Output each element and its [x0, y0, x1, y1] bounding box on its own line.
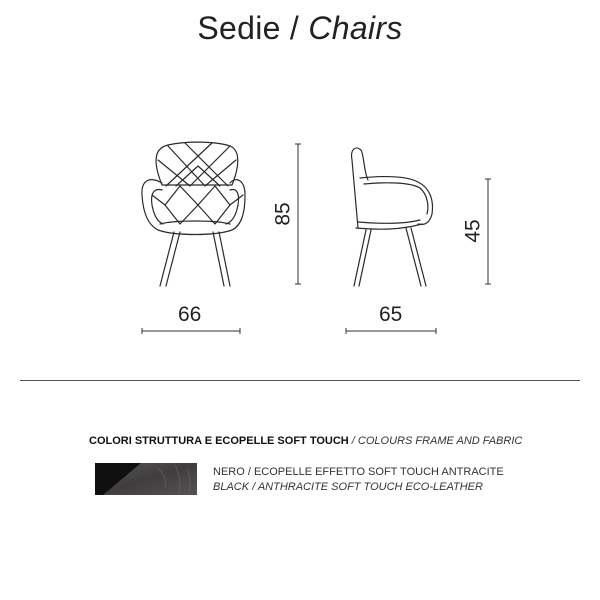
colors-heading: [89, 435, 522, 447]
title-english: Chairs: [308, 10, 403, 46]
color-option-italian: NERO / ECOPELLE EFFETTO SOFT TOUCH ANTRACITE: [213, 466, 504, 478]
title-italian: Sedie /: [197, 10, 300, 46]
colors-heading-english: / COLOURS FRAME AND FABRIC: [351, 435, 523, 447]
chair-front-view: [142, 142, 245, 286]
section-divider: [20, 380, 580, 381]
width-dimension-label: 66: [178, 303, 202, 326]
chair-side-view: [352, 148, 433, 286]
depth-dimension-label: 65: [379, 303, 403, 326]
colors-heading-italian: COLORI STRUTTURA E ECOPELLE SOFT TOUCH: [89, 435, 349, 447]
height-dimension-label: 85: [271, 202, 295, 226]
color-option-text: [213, 465, 504, 495]
seat-height-dimension-label: 45: [461, 219, 485, 243]
color-option-english: BLACK / ANTHRACITE SOFT TOUCH ECO-LEATHER: [213, 481, 483, 493]
color-swatch-black-anthracite: [95, 463, 197, 495]
